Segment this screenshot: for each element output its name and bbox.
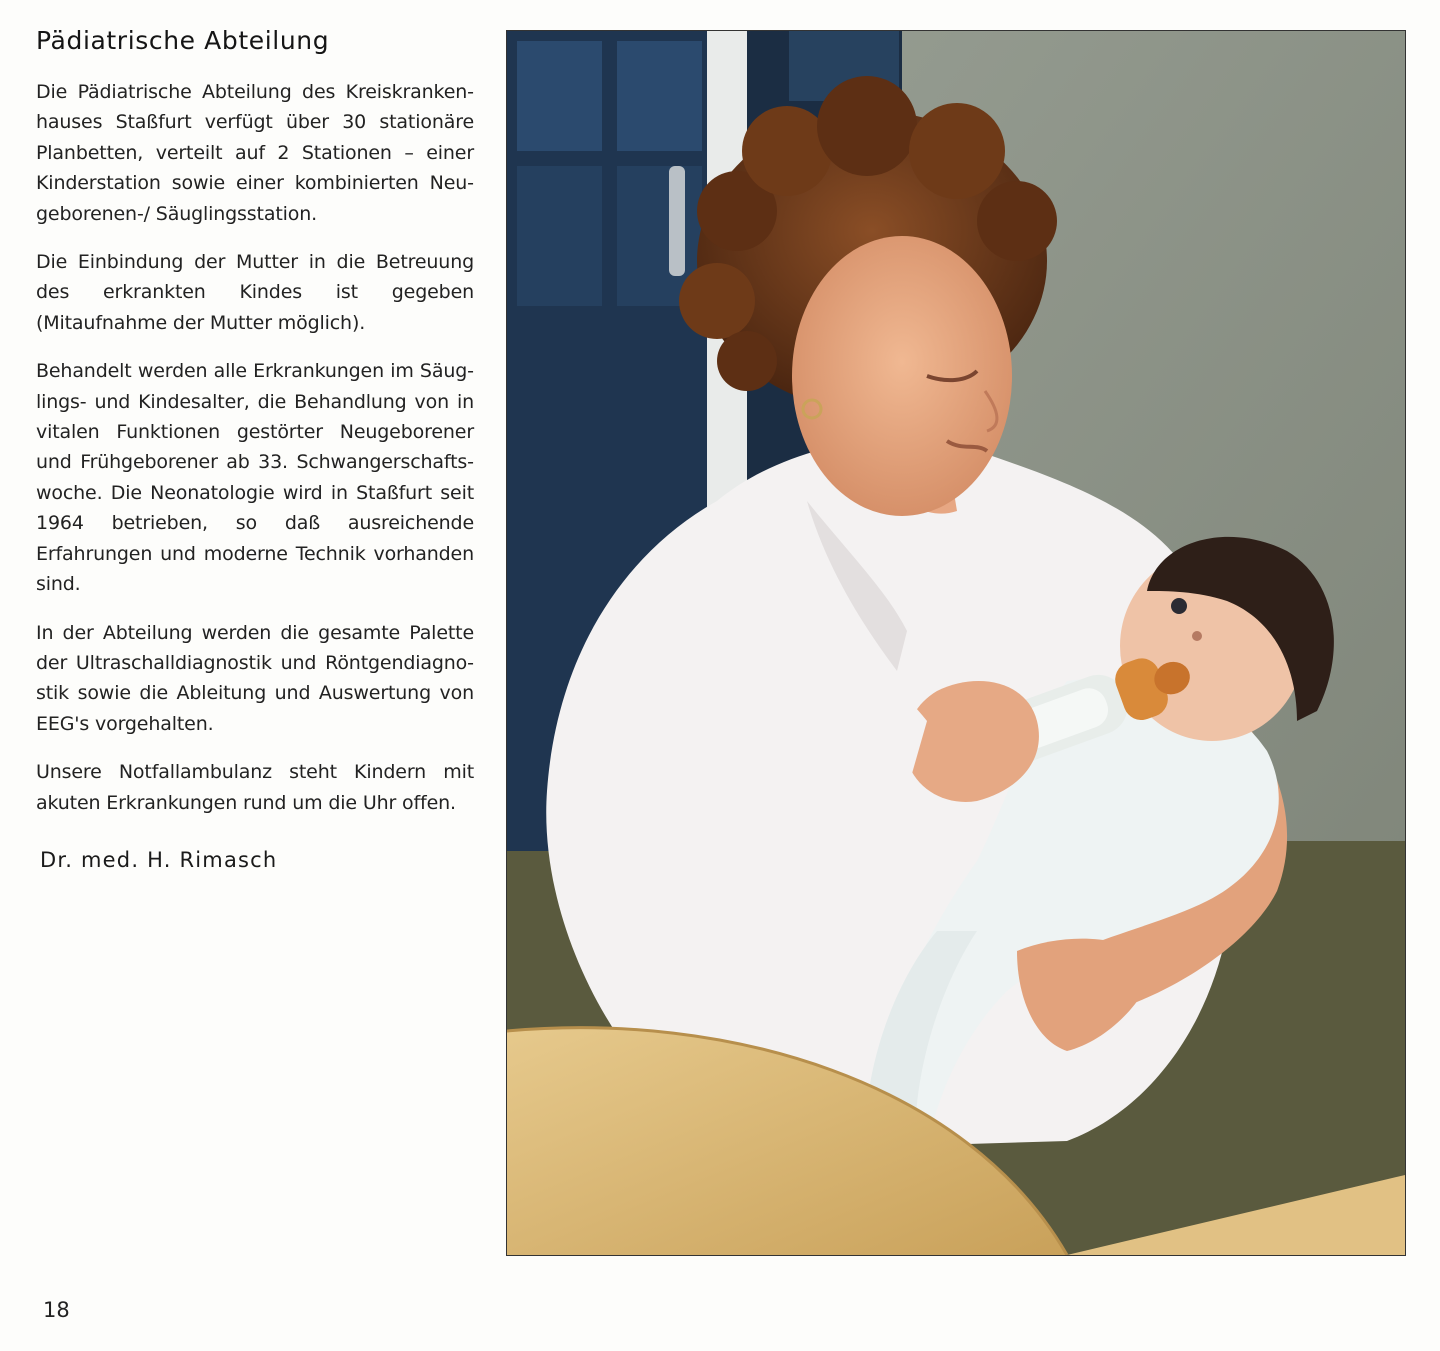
paragraph: In der Abteilung werden die gesamte Palette der Ultraschalldiagnostik und Röntgendiagnostik sowie die Ableitung und Auswertung von EEG's vorgehalten. — [36, 621, 474, 735]
nurse-feeding-baby-photo — [506, 30, 1406, 1256]
door-handle — [669, 166, 685, 276]
text-column — [36, 26, 474, 836]
paragraph: Behandelt werden alle Erkrankungen im Säuglings- und Kindesalter, die Behandlung von in vitalen Funktionen gestörter Neugeborener und Frühgeborener ab 33. Schwangerschaftswoche. Die Neonatologie wird in Staßfurt seit 1964 betrieben, so daß ausreichende Erfahrungen und moderne Technik vorhanden sind. — [36, 360, 474, 596]
page-number: 18 — [43, 1298, 70, 1322]
nurse-face — [792, 236, 1012, 516]
paragraph: Die Pädiatrische Abteilung des Kreiskrankenhauses Staßfurt verfügt über 30 stationäre Planbetten, verteilt auf 2 Stationen – einer Kinderstation sowie einer kombinierten Neugeborenen-/ Säuglingsstation. — [36, 81, 474, 225]
paragraph: Unsere Notfallambulanz steht Kindern mit akuten Erkrankungen rund um die Uhr offen. — [36, 761, 474, 814]
paragraph: Die Einbindung der Mutter in die Betreuung des erkrankten Kindes ist gegeben (Mitaufnahme der Mutter möglich). — [36, 251, 474, 334]
author-signature: Dr. med. H. Rimasch — [40, 848, 278, 872]
page-title: Pädiatrische Abteilung — [36, 26, 330, 55]
